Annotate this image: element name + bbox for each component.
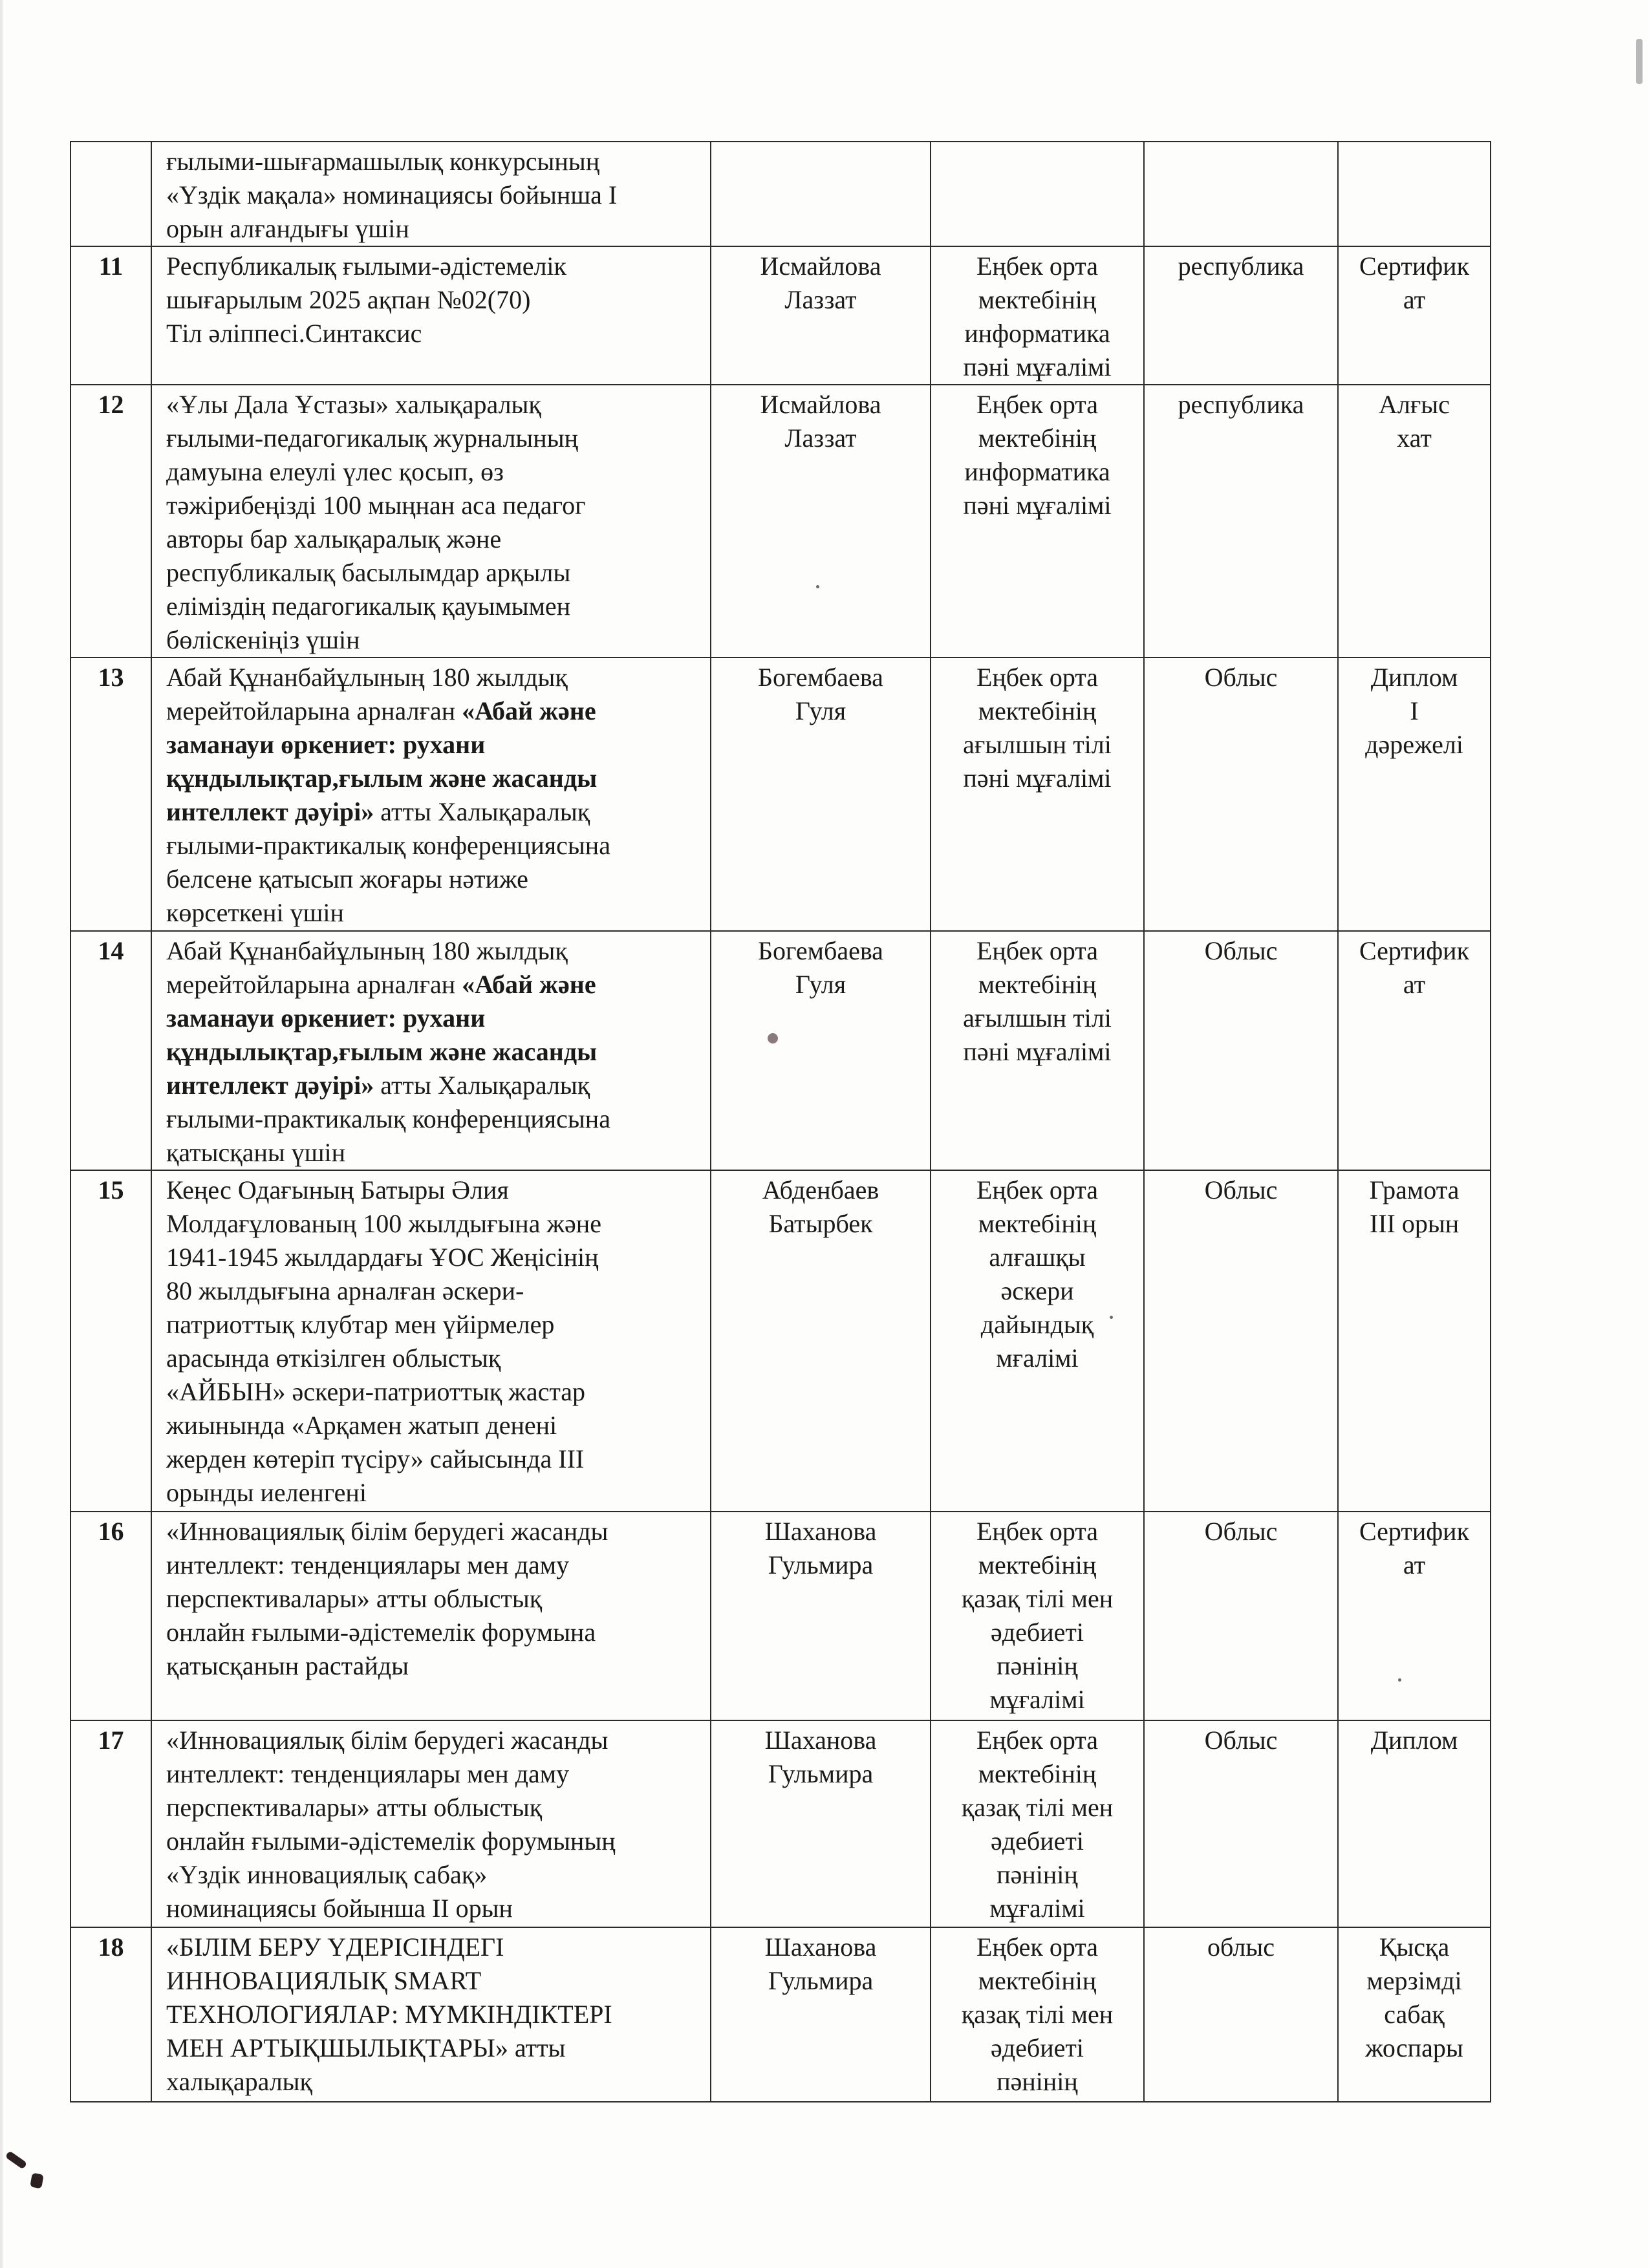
participant-name: Богембаева Гуля xyxy=(711,658,931,931)
table-row xyxy=(70,658,1491,931)
participant-position: Еңбек орта мектебінің ағылшын тілі пәні мұғалімі xyxy=(931,658,1144,931)
event-title xyxy=(151,385,711,658)
event-level xyxy=(1144,142,1338,246)
table-row xyxy=(70,931,1491,1170)
scan-speck xyxy=(1398,1678,1401,1682)
event-level: Облыс xyxy=(1144,931,1338,1170)
participant-name: Абденбаев Батырбек xyxy=(711,1170,931,1512)
participant-name: Шаханова Гульмира xyxy=(711,1720,931,1927)
scan-edge-mark xyxy=(30,2173,44,2189)
event-title-bold: «Абай және заманауи өркениет: рухани құндылықтар,ғылым және жасанды интеллект дәуірі» xyxy=(166,696,598,826)
event-title-segment: Абай Құнанбайұлының 180 жылдық мерейтойларына арналған xyxy=(166,663,568,725)
event-level: Облыс xyxy=(1144,1512,1338,1720)
participant-position: Еңбек орта мектебінің информатика пәні мұғалімі xyxy=(931,385,1144,658)
event-title-segment: атты Халықаралық ғылыми-практикалық конференциясына қатысқаны үшін xyxy=(166,1071,610,1167)
participant-name: Богембаева Гуля xyxy=(711,931,931,1170)
award-type: Сертифик ат xyxy=(1338,246,1491,385)
award-type: Сертифик ат xyxy=(1338,1512,1491,1720)
event-level: Облыс xyxy=(1144,1720,1338,1927)
table-row xyxy=(70,1720,1491,1927)
participant-name: Исмайлова Лаззат xyxy=(711,385,931,658)
event-title-segment: Республикалық ғылыми-әдістемелік шығарылым 2025 ақпан №02(70) Тіл әліппесі.Синтаксис xyxy=(166,251,566,348)
event-title-segment: Кеңес Одағының Батыры Әлия Молдағұлованың 100 жылдығына және 1941-1945 жылдардағы ҰОС Жеңісінің 80 жылдығына арналған әскери- патриоттық клубтар мен үйірмелер арасында өткізілген облыстық «АЙБЫН» әскери-патриоттық жастар жиынында «Арқамен жатып денені жерден көтеріп түсіру» сайысында ІІІ орынды иеленгені xyxy=(166,1175,601,1507)
event-level: Облыс xyxy=(1144,658,1338,931)
event-title-segment: «Инновациялық білім берудегі жасанды интеллект: тенденциялары мен даму перспективалары» атты облыстық онлайн ғылыми-әдістемелік форумының «Үздік инновациялық сабақ» номинациясы бойынша ІІ орын xyxy=(166,1726,616,1923)
scan-speck xyxy=(1110,1316,1113,1319)
event-title-segment: Абай Құнанбайұлының 180 жылдық мерейтойларына арналған xyxy=(166,936,568,999)
event-title-segment: «Ұлы Дала Ұстазы» халықаралық ғылыми-педагогикалық журналының дамуына елеулі үлес қосып, өз тәжірибеңізді 100 мыңнан аса педагог авторы бар халықаралық және республикалық басылымдар арқылы еліміздің педагогикалық қауымымен бөліскеніңіз үшін xyxy=(166,390,586,654)
award-type xyxy=(1338,142,1491,246)
row-number: 12 xyxy=(70,385,151,658)
participant-name: Шаханова Гульмира xyxy=(711,1512,931,1720)
event-title xyxy=(151,142,711,246)
table-row xyxy=(70,246,1491,385)
participant-name: Шаханова Гульмира xyxy=(711,1927,931,2102)
table-row xyxy=(70,1512,1491,1720)
event-level: Облыс xyxy=(1144,1170,1338,1512)
row-number: 11 xyxy=(70,246,151,385)
participant-name: Исмайлова Лаззат xyxy=(711,246,931,385)
participant-position: Еңбек орта мектебінің алғашқы әскери дайындық мғалімі xyxy=(931,1170,1144,1512)
event-title xyxy=(151,1512,711,1720)
table-row xyxy=(70,142,1491,246)
row-number: 13 xyxy=(70,658,151,931)
scan-speck xyxy=(768,1033,778,1043)
award-type: Грамота ІІІ орын xyxy=(1338,1170,1491,1512)
event-title-segment: ғылыми-шығармашылық конкурсының «Үздік мақала» номинациясы бойынша І орын алғандығы үшін xyxy=(166,147,618,243)
row-number: 14 xyxy=(70,931,151,1170)
event-title-segment: «Инновациялық білім берудегі жасанды интеллект: тенденциялары мен даму перспективалары» атты облыстық онлайн ғылыми-әдістемелік форумына қатысқанын растайды xyxy=(166,1517,609,1680)
event-title-segment: «БІЛІМ БЕРУ ҮДЕРІСІНДЕГІ ИННОВАЦИЯЛЫҚ SMART ТЕХНОЛОГИЯЛАР: МҮМКІНДІКТЕРІ МЕН АРТЫҚШЫЛЫҚТАРЫ» атты халықаралық xyxy=(166,1932,612,2096)
event-level: республика xyxy=(1144,385,1338,658)
event-title xyxy=(151,246,711,385)
event-title xyxy=(151,1927,711,2102)
scan-edge-mark xyxy=(5,2150,28,2169)
scan-edge xyxy=(0,0,3,2268)
row-number: 18 xyxy=(70,1927,151,2102)
event-level: республика xyxy=(1144,246,1338,385)
participant-position: Еңбек орта мектебінің қазақ тілі мен әдебиеті пәнінің xyxy=(931,1927,1144,2102)
event-title-bold: «Абай және заманауи өркениет: рухани құндылықтар,ғылым және жасанды интеллект дәуірі» xyxy=(166,970,598,1100)
award-type: Диплом xyxy=(1338,1720,1491,1927)
award-type: Диплом І дәрежелі xyxy=(1338,658,1491,931)
event-level: облыс xyxy=(1144,1927,1338,2102)
participant-position xyxy=(931,142,1144,246)
row-number: 15 xyxy=(70,1170,151,1512)
table-row xyxy=(70,1927,1491,2102)
row-number: 17 xyxy=(70,1720,151,1927)
participant-position: Еңбек орта мектебінің информатика пәні мұғалімі xyxy=(931,246,1144,385)
participant-position: Еңбек орта мектебінің қазақ тілі мен әдебиеті пәнінің мұғалімі xyxy=(931,1512,1144,1720)
event-title xyxy=(151,1720,711,1927)
row-number: 16 xyxy=(70,1512,151,1720)
event-title xyxy=(151,658,711,931)
table-row xyxy=(70,1170,1491,1512)
participant-name xyxy=(711,142,931,246)
event-title xyxy=(151,1170,711,1512)
table-row xyxy=(70,385,1491,658)
event-title xyxy=(151,931,711,1170)
award-type: Алғыс хат xyxy=(1338,385,1491,658)
event-title-segment: атты Халықаралық ғылыми-практикалық конференциясына белсене қатысып жоғары нәтиже көрсеткені үшін xyxy=(166,797,610,927)
award-type: Қысқа мерзімді сабақ жоспары xyxy=(1338,1927,1491,2102)
participant-position: Еңбек орта мектебінің қазақ тілі мен әдебиеті пәнінің мұғалімі xyxy=(931,1720,1144,1927)
row-number xyxy=(70,142,151,246)
award-type: Сертифик ат xyxy=(1338,931,1491,1170)
scan-speck xyxy=(816,585,819,588)
participant-position: Еңбек орта мектебінің ағылшын тілі пәні мұғалімі xyxy=(931,931,1144,1170)
scan-speck xyxy=(1636,39,1643,84)
records-table xyxy=(70,141,1491,2102)
